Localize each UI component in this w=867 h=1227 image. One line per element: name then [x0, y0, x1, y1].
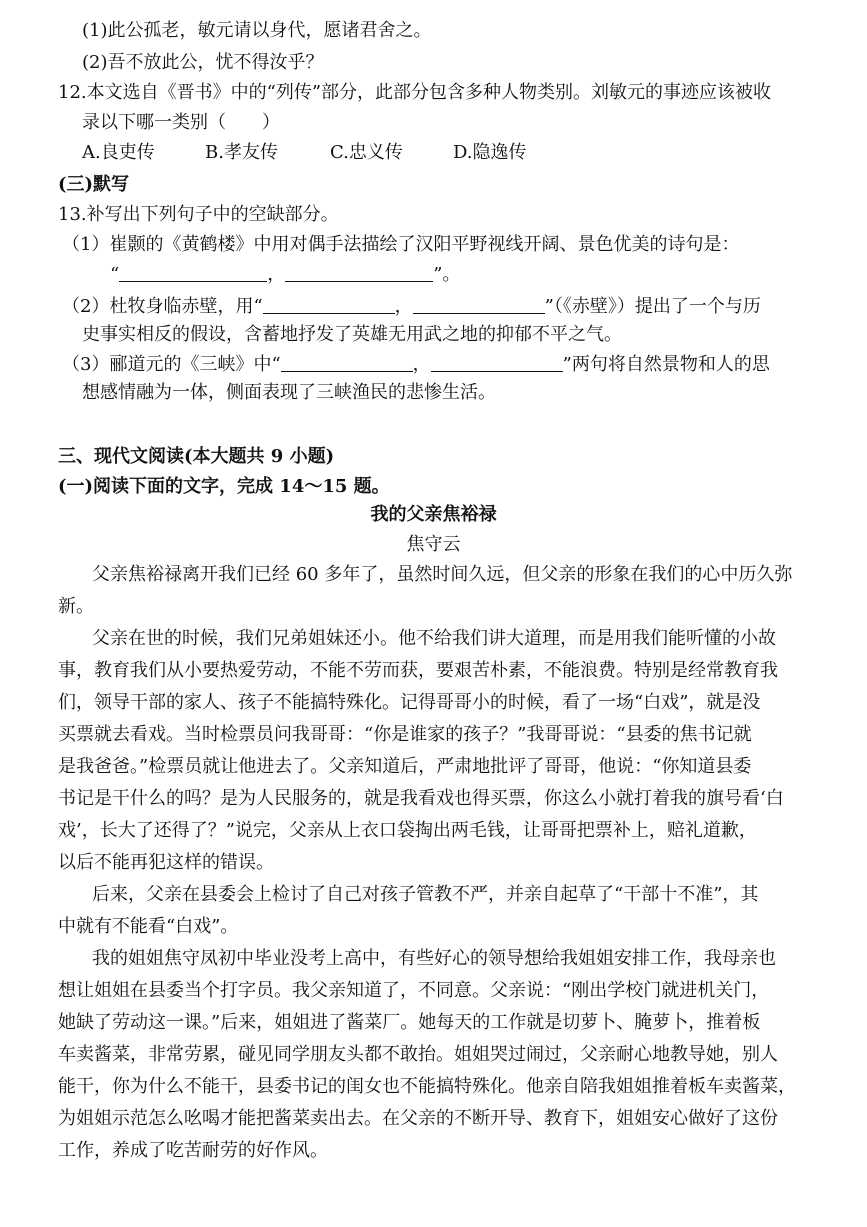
section-3-subheading: (一)阅读下面的文字，完成 14～15 题。 — [58, 476, 390, 497]
paragraph-line: 父亲在世的时候，我们兄弟姐妹还小。他不给我们讲大道理，而是用我们能听懂的小故 — [92, 628, 776, 649]
paragraph-line: 车卖酱菜，非常劳累，碰见同学朋友头都不敢抬。姐姐哭过闹过，父亲耐心地教导她，别人 — [58, 1044, 778, 1065]
paragraph-line: 后来，父亲在县委会上检讨了自己对孩子管教不严，并亲自起草了“干部十不准”，其 — [92, 884, 759, 905]
item-text: ”（《赤壁》）提出了一个与历 — [544, 296, 761, 317]
item-text: 崔颢的《黄鹤楼》中用对偶手法描绘了汉阳平野视线开阔、景色优美的诗句是： — [109, 234, 740, 255]
translation-sentence-2: (2)吾不放此公，忧不得汝乎？ — [82, 52, 324, 73]
dictation-item-1 — [62, 232, 739, 258]
paragraph-line: 父亲焦裕禄离开我们已经 60 多年了，虽然时间久远，但父亲的形象在我们的心中历久弥 — [92, 564, 793, 585]
open-quote: “ — [110, 264, 120, 285]
paragraph-line: 工作，养成了吃苦耐劳的好作风。 — [58, 1140, 328, 1161]
question-12-stem-cont: 录以下哪一类别（ ） — [82, 112, 280, 133]
paragraph-line: 能干，你为什么不能干，县委书记的闺女也不能搞特殊化。他亲自陪我姐姐推着板车卖酱菜， — [58, 1076, 796, 1097]
question-12-stem: 12.本文选自《晋书》中的“列传”部分，此部分包含多种人物类别。刘敏元的事迹应该被收 — [58, 82, 772, 103]
comma: ， — [394, 296, 413, 317]
paragraph-line: 是我爸爸。”检票员就让他进去了。父亲知道后，严肃地批评了哥哥，他说：“你知道县委 — [58, 756, 752, 777]
item-text: 郦道元的《三峡》中“ — [109, 354, 281, 375]
answer-blank[interactable] — [431, 353, 563, 372]
dictation-item-3-cont: 想感情融为一体，侧面表现了三峡渔民的悲惨生活。 — [82, 382, 496, 403]
option-b: B.孝友传 — [205, 142, 278, 163]
answer-blank[interactable] — [263, 295, 395, 314]
dictation-item-2 — [62, 294, 761, 320]
item-text: ”两句将自然景物和人的思 — [562, 354, 770, 375]
question-13-stem: 13.补写出下列句子中的空缺部分。 — [58, 204, 339, 225]
answer-blank[interactable] — [413, 295, 545, 314]
paragraph-line: 们，领导干部的家人、孩子不能搞特殊化。记得哥哥小的时候，看了一场“白戏”，就是没 — [58, 692, 761, 713]
paragraph-line: 中就有不能看“白戏”。 — [58, 916, 239, 937]
paragraph-line: 以后不能再犯这样的错误。 — [58, 852, 274, 873]
option-a: A.良吏传 — [82, 142, 155, 163]
translation-sentence-1: (1)此公孤老，敏元请以身代，愿诸君舍之。 — [82, 20, 432, 41]
paragraph-line: 新。 — [58, 596, 94, 617]
paragraph-line: 戏’，长大了还得了？”说完，父亲从上衣口袋掏出两毛钱，让哥哥把票补上，赔礼道歉， — [58, 820, 757, 841]
article-title: 我的父亲焦裕禄 — [370, 504, 497, 525]
dictation-item-1-blanks — [110, 262, 460, 288]
answer-blank[interactable] — [285, 263, 433, 282]
comma: ， — [412, 354, 431, 375]
option-d: D.隐逸传 — [453, 142, 527, 163]
dictation-item-3 — [62, 352, 770, 378]
section-dictation-heading: (三)默写 — [58, 174, 130, 195]
answer-blank[interactable] — [281, 353, 413, 372]
item-number: （1） — [62, 234, 110, 255]
section-3-heading: 三、现代文阅读(本大题共 9 小题) — [58, 446, 335, 467]
answer-blank[interactable] — [119, 263, 267, 282]
item-number: （3） — [62, 354, 110, 375]
paragraph-line: 买票就去看戏。当时检票员问我哥哥：“你是谁家的孩子？”我哥哥说：“县委的焦书记就 — [58, 724, 752, 745]
item-number: （2） — [62, 296, 110, 317]
dictation-item-2-cont: 史事实相反的假设，含蓄地抒发了英雄无用武之地的抑郁不平之气。 — [82, 324, 622, 345]
option-c: C.忠义传 — [330, 142, 403, 163]
paragraph-line: 为姐姐示范怎么吆喝才能把酱菜卖出去。在父亲的不断开导、教育下，姐姐安心做好了这份 — [58, 1108, 778, 1129]
paragraph-line: 书记是干什么的吗？是为人民服务的，就是我看戏也得买票，你这么小就打着我的旗号看‘白 — [58, 788, 784, 809]
paragraph-line: 她缺了劳动这一课。”后来，姐姐进了酱菜厂。她每天的工作就是切萝卜、腌萝卜，推着板 — [58, 1012, 761, 1033]
item-text: 杜牧身临赤壁，用“ — [109, 296, 263, 317]
comma: ， — [267, 264, 286, 285]
paragraph-line: 我的姐姐焦守凤初中毕业没考上高中，有些好心的领导想给我姐姐安排工作，我母亲也 — [92, 948, 776, 969]
article-author: 焦守云 — [406, 534, 461, 555]
paragraph-line: 想让姐姐在县委当个打字员。我父亲知道了，不同意。父亲说：“刚出学校门就进机关门， — [58, 980, 770, 1001]
close-quote: ”。 — [433, 264, 461, 285]
paragraph-line: 事，教育我们从小要热爱劳动，不能不劳而获，要艰苦朴素，不能浪费。特别是经常教育我 — [58, 660, 778, 681]
